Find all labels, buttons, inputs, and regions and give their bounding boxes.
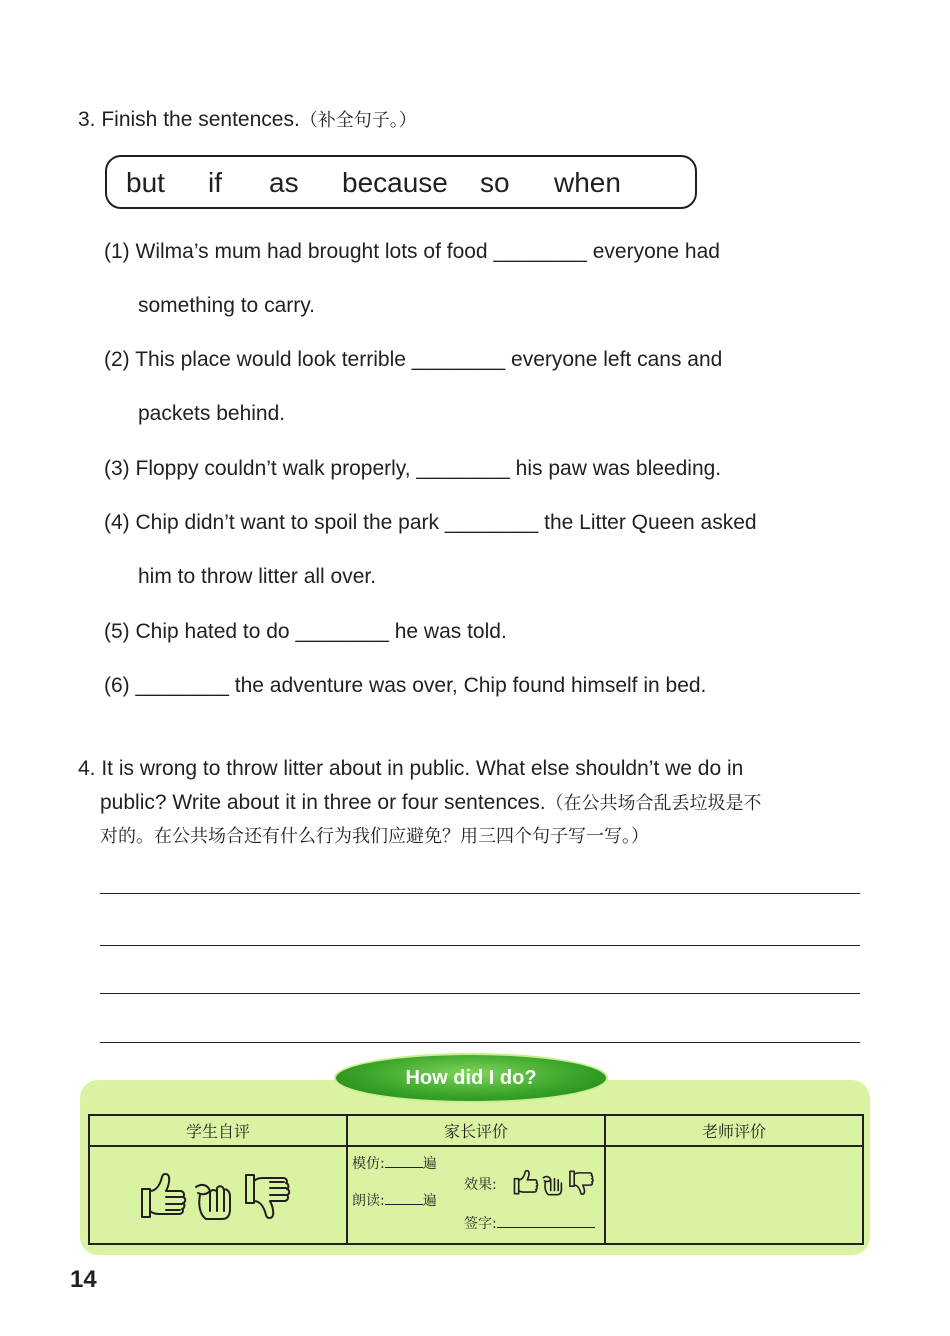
section4-line1: 4. It is wrong to throw litter about in public. What else shouldn’t we do in (78, 757, 744, 780)
sentence-3-line1: (3) Floppy couldn’t walk properly, ________ his paw was bleeding. (104, 457, 722, 480)
writing-line-4[interactable] (100, 1042, 860, 1043)
read-label: 朗读: (352, 1193, 385, 1209)
how-did-i-do-banner: How did I do? (336, 1055, 606, 1101)
header-teacher-eval: 老师评价 (605, 1115, 863, 1146)
read-unit: 遍 (422, 1193, 437, 1209)
sign-blank[interactable] (497, 1215, 595, 1228)
sign-row (464, 1213, 595, 1233)
sentence-6-line1: (6) ________ the adventure was over, Chip found himself in bed. (104, 674, 707, 697)
sentence-2-line1: (2) This place would look terrible ________ everyone left cans and (104, 348, 723, 371)
sentence-1-line1: (1) Wilma’s mum had brought lots of food ________ everyone had (104, 240, 720, 263)
word-if: if (208, 167, 222, 198)
effect-thumbs-down-icon[interactable] (570, 1171, 593, 1194)
effect-thumbs-up-icon[interactable] (514, 1171, 537, 1194)
teacher-eval-cell[interactable] (605, 1146, 863, 1244)
thumbs-up-icon[interactable] (142, 1174, 185, 1217)
word-because: because (342, 167, 448, 198)
page-number: 14 (70, 1266, 97, 1293)
section4-line3-cn: 对的。在公共场合还有什么行为我们应避免？用三四个句子写一写。） (100, 826, 649, 847)
writing-line-3[interactable] (100, 993, 860, 994)
sentence-2-line2: packets behind. (138, 402, 286, 425)
word-so: so (480, 167, 510, 198)
self-eval-cell (89, 1146, 347, 1244)
read-row (352, 1190, 437, 1210)
ok-hand-icon[interactable] (196, 1185, 230, 1219)
effect-icons (510, 1167, 600, 1199)
thumbs-down-icon[interactable] (246, 1175, 289, 1218)
word-as: as (269, 167, 299, 198)
sentence-4-line1: (4) Chip didn’t want to spoil the park ________ the Litter Queen asked (104, 511, 757, 534)
imitate-unit: 遍 (422, 1156, 437, 1172)
imitate-row (352, 1153, 437, 1173)
parent-eval-cell (347, 1146, 605, 1244)
word-bank (105, 155, 697, 209)
section3-title: 3. Finish the sentences. (78, 108, 300, 131)
section4-line2-en: public? Write about it in three or four sentences. (100, 791, 546, 814)
sentence-4-line2: him to throw litter all over. (138, 565, 377, 588)
header-parent-eval: 家长评价 (347, 1115, 605, 1146)
evaluation-table (88, 1114, 864, 1245)
section4-line2 (100, 789, 762, 815)
sentence-1-line2: something to carry. (138, 294, 316, 317)
self-eval-icons (138, 1167, 298, 1227)
imitate-blank[interactable] (385, 1155, 423, 1168)
section4-line2-cn: （在公共场合乱丢垃圾是不 (545, 793, 762, 814)
section3-title-cn: （补全句子。） (299, 110, 417, 131)
imitate-label: 模仿: (352, 1156, 385, 1172)
writing-line-1[interactable] (100, 893, 860, 894)
effect-label: 效果: (464, 1177, 497, 1193)
word-but: but (126, 167, 165, 198)
effect-ok-hand-icon[interactable] (543, 1177, 561, 1195)
word-when: when (554, 167, 621, 198)
read-blank[interactable] (385, 1192, 423, 1205)
writing-line-2[interactable] (100, 945, 860, 946)
section3-heading (78, 106, 417, 132)
sentence-5-line1: (5) Chip hated to do ________ he was told. (104, 620, 507, 643)
header-self-eval: 学生自评 (89, 1115, 347, 1146)
sign-label: 签字: (464, 1216, 497, 1232)
